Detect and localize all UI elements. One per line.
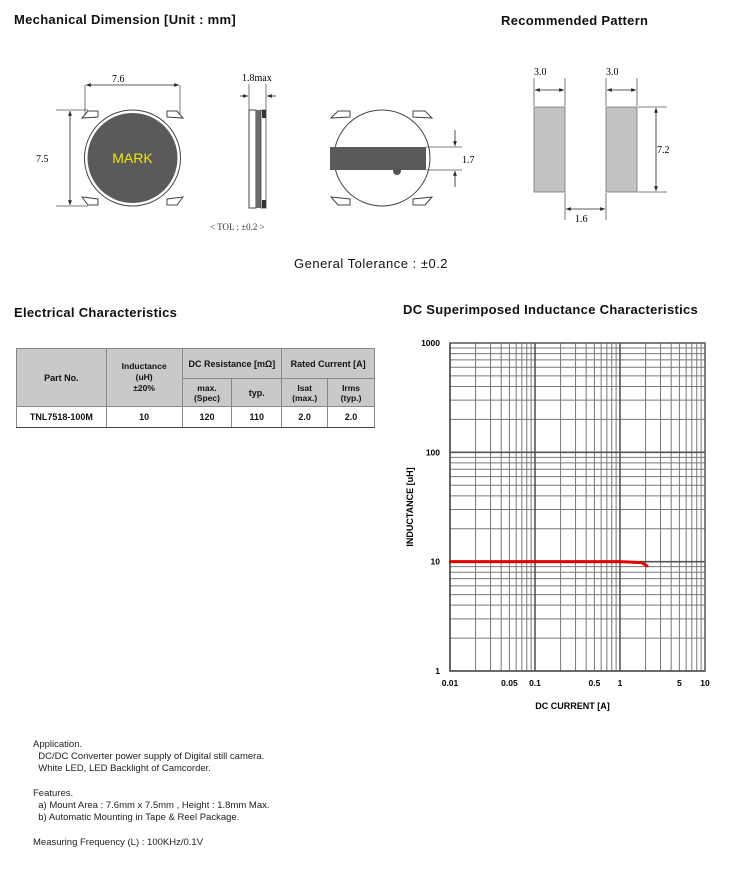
mechanical-drawing	[0, 0, 742, 300]
x-tick-label: 0.1	[529, 678, 541, 688]
cell-part-no: TNL7518-100M	[17, 407, 107, 428]
table-row	[17, 407, 375, 428]
x-tick-label: 1	[617, 678, 623, 688]
recommended-pattern-title: Recommended Pattern	[501, 13, 649, 28]
x-axis-label: DC CURRENT [A]	[535, 701, 610, 711]
data-point	[646, 565, 648, 567]
header-irms: Irms (typ.)	[328, 379, 375, 407]
x-tick-label: 0.05	[501, 678, 518, 688]
height-label: 7.5	[36, 154, 49, 165]
cell-dcr-max: 120	[182, 407, 232, 428]
data-point	[619, 560, 621, 562]
header-dc-resistance: DC Resistance [mΩ]	[182, 349, 282, 379]
y-tick-label: 100	[425, 447, 440, 458]
recommended-pattern	[534, 78, 667, 220]
cell-isat: 2.0	[282, 407, 328, 428]
cell-dcr-typ: 110	[232, 407, 282, 428]
y-tick-label: 1	[435, 666, 440, 676]
x-tick-label: 0.5	[588, 678, 601, 688]
plot-frame	[450, 343, 705, 671]
data-point	[534, 560, 536, 562]
center-band	[330, 147, 426, 170]
mark-text: MARK	[112, 150, 153, 166]
thickness-label: 1.8max	[242, 73, 272, 84]
dc-superimposed-title: DC Superimposed Inductance Characteristics	[403, 302, 699, 317]
top-view	[56, 85, 183, 206]
pad-width-left-label: 3.0	[534, 67, 547, 78]
data-point	[449, 560, 451, 562]
x-tick-label: 10	[700, 678, 710, 688]
y-tick-label: 10	[430, 556, 440, 567]
header-part-no: Part No.	[17, 349, 107, 407]
header-inductance: Inductance (uH) ±20%	[106, 349, 182, 407]
header-rated-current: Rated Current [A]	[282, 349, 375, 379]
right-pad	[606, 107, 637, 192]
y-axis-label: INDUCTANCE [uH]	[405, 467, 415, 547]
electrical-characteristics-title: Electrical Characteristics	[14, 305, 178, 320]
cell-inductance: 10	[106, 407, 182, 428]
data-point	[640, 561, 642, 563]
x-tick-label: 0.01	[441, 678, 459, 688]
width-label: 7.6	[112, 74, 125, 85]
bottom-view	[330, 110, 462, 206]
gap-label: 1.6	[575, 214, 588, 225]
pad-width-right-label: 3.0	[606, 67, 619, 78]
left-pad	[534, 107, 565, 192]
header-typ: typ.	[232, 379, 282, 407]
tol-label: < TOL : ±0.2 >	[210, 222, 265, 232]
pad-height-label: 7.2	[657, 145, 670, 156]
x-tick-label: 5	[677, 678, 682, 688]
general-tolerance: General Tolerance : ±0.2	[294, 256, 449, 271]
side-view	[240, 84, 276, 208]
mechanical-dimension-title: Mechanical Dimension [Unit : mm]	[14, 12, 236, 27]
cell-irms: 2.0	[328, 407, 375, 428]
electrical-table	[16, 348, 375, 428]
y-tick-label: 1000	[421, 338, 440, 348]
header-isat: Isat (max.)	[282, 379, 328, 407]
band-label: 1.7	[462, 155, 475, 166]
application-notes: Application. DC/DC Converter power supply of Digital still camera. White LED, LED Backlight of Camcorder. Features. a) Mount Area : 7.6mm x 7.5mm , Height : 1.8mm Max. b) Automatic Mounting in Tape & Reel Package. Measuring Frequency (L) : 100KHz/0.1V	[33, 739, 270, 848]
header-max-spec: max. (Spec)	[182, 379, 232, 407]
series-line	[450, 562, 647, 566]
